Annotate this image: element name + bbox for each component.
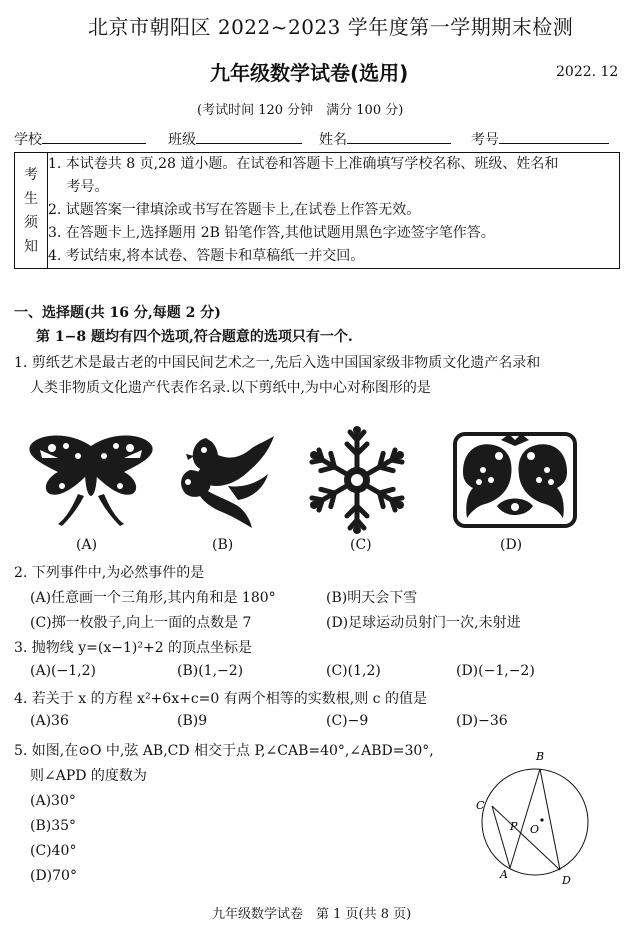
q3-option-c[interactable]: (C)(1,2) [326,663,381,679]
notice-item: 1. 本试卷共 8 页,28 道小题。在试卷和答题卡上准确填写学校名称、班级、姓名和 [48,156,559,172]
q4-option-a[interactable]: (A)36 [30,713,69,729]
q2-option-b[interactable]: (B)明天会下雪 [326,590,418,606]
exam-info: (考试时间 120 分钟 满分 100 分) [197,103,404,118]
notice-side-label [15,153,48,269]
school-blank[interactable] [42,129,146,144]
paper-subtitle: 九年级数学试卷(选用) [210,61,409,85]
notice-item: 3. 在答题卡上,选择题用 2B 铅笔作答,其他试题用黑色字迹签字笔作答。 [48,225,495,241]
number-blank[interactable] [499,129,609,144]
section-heading: 一、选择题(共 16 分,每题 2 分) [14,305,221,321]
label-a: A [500,868,508,881]
page-footer: 九年级数学试卷 第 1 页(共 8 页) [212,907,412,922]
notice-char: 须 [24,214,38,231]
label-o: O [530,823,540,836]
exam-title: 北京市朝阳区 2022~2023 学年度第一学期期末检测 [88,15,574,39]
q5-option-c[interactable]: (C)40° [30,843,77,859]
q2-stem: 2. 下列事件中,为必然事件的是 [14,565,205,581]
q2-option-a[interactable]: (A)任意画一个三角形,其内角和是 180° [30,590,276,606]
swallow-papercut-image [176,430,276,530]
notice-char: 考 [24,166,38,183]
q4-option-c[interactable]: (C)−9 [326,713,369,729]
name-label: 姓名 [319,132,347,148]
q2-option-c[interactable]: (C)掷一枚骰子,向上一面的点数是 7 [30,615,252,631]
q4-option-d[interactable]: (D)−36 [456,713,508,729]
name-field [319,129,451,149]
q3-option-a[interactable]: (A)(−1,2) [30,663,96,679]
notice-char: 知 [24,238,38,255]
school-field [14,129,146,149]
q1-stem-line1: 1. 剪纸艺术是最古老的中国民间艺术之一,先后入选中国国家级非物质文化遗产名录和 [14,355,541,371]
notice-box [14,152,620,269]
school-label: 学校 [14,132,42,148]
q2-option-d[interactable]: (D)足球运动员射门一次,未射进 [326,615,521,631]
q3-stem: 3. 抛物线 y=(x−1)²+2 的顶点坐标是 [14,640,253,656]
number-label: 考号 [471,132,499,148]
notice-item: 4. 考试结束,将本试卷、答题卡和草稿纸一并交回。 [48,248,365,264]
chord-ab [510,769,540,868]
q5-option-a[interactable]: (A)30° [30,793,76,809]
class-blank[interactable] [196,129,302,144]
name-blank[interactable] [347,129,451,144]
q1-option-c[interactable]: (C) [350,537,372,553]
q5-stem: 5. 如图,在⊙O 中,弦 AB,CD 相交于点 P,∠CAB=40°,∠ABD=30°, [14,743,434,759]
notice-char: 生 [24,190,38,207]
q1-stem-line2: 人类非物质文化遗产代表作名录.以下剪纸中,为中心对称图形的是 [30,380,431,396]
q5-option-b[interactable]: (B)35° [30,818,77,834]
label-p: P [510,820,518,833]
fish-papercut-image [453,432,577,528]
notice-item: 考号。 [48,179,109,195]
notice-item: 2. 试题答案一律填涂或书写在答题卡上,在试卷上作答无效。 [48,202,421,218]
number-field [471,129,609,149]
section-instruction: 第 1−8 题均有四个选项,符合题意的选项只有一个. [36,329,353,345]
q5-stem-line2: 则∠APD 的度数为 [30,768,147,784]
center-point [540,818,543,821]
label-b: B [536,750,545,763]
class-label: 班级 [168,132,196,148]
exam-date: 2022. 12 [556,64,619,80]
label-c: C [476,799,485,812]
q4-option-b[interactable]: (B)9 [177,713,208,729]
circle-chords-diagram [470,746,590,890]
segment-ca [492,806,510,868]
q1-option-b[interactable]: (B) [212,537,234,553]
snowflake-papercut-image [303,426,411,534]
q3-option-b[interactable]: (B)(1,−2) [177,663,244,679]
butterfly-papercut-image [28,432,154,528]
q1-option-a[interactable]: (A) [76,537,98,553]
q5-option-d[interactable]: (D)70° [30,868,77,884]
q4-stem: 4. 若关于 x 的方程 x²+6x+c=0 有两个相等的实数根,则 c 的值是 [14,691,427,707]
label-d: D [562,874,571,887]
q1-option-d[interactable]: (D) [500,537,523,553]
notice-body [48,153,620,269]
class-field [168,129,302,149]
q3-option-d[interactable]: (D)(−1,−2) [456,663,535,679]
